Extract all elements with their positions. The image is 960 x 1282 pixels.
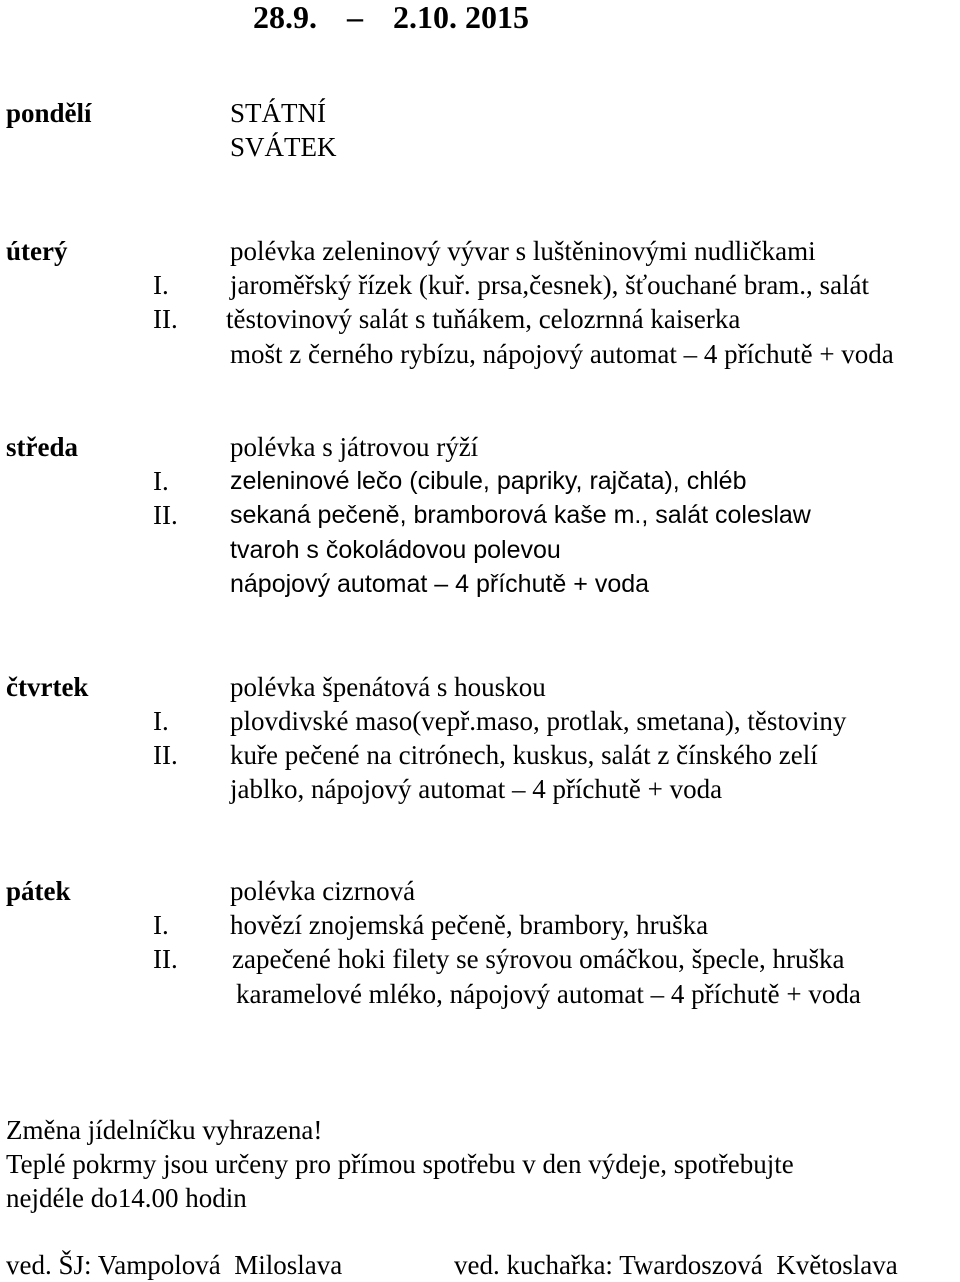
consumption-notice: Teplé pokrmy jsou určeny pro přímou spotřebu v den výdeje, spotřebujte (6, 1149, 794, 1179)
consumption-deadline: nejdéle do14.00 hodin (6, 1183, 247, 1213)
date-end: 2.10. 2015 (393, 0, 529, 35)
day-name-friday: pátek (6, 876, 71, 906)
wednesday-extra: tvaroh s čokoládovou polevou (230, 536, 561, 564)
tuesday-soup: polévka zeleninový vývar s luštěninovými nudličkami (230, 236, 816, 266)
wednesday-meal1-number: I. (153, 466, 169, 496)
thursday-soup: polévka špenátová s houskou (230, 672, 546, 702)
tuesday-meal1-number: I. (153, 270, 169, 300)
day-name-tuesday: úterý (6, 236, 68, 266)
thursday-extra: jablko, nápojový automat – 4 příchutě + voda (230, 774, 723, 804)
date-start: 28.9. (253, 0, 317, 35)
friday-soup: polévka cizrnová (230, 876, 416, 906)
friday-meal2-number: II. (153, 944, 178, 974)
wednesday-drinks: nápojový automat – 4 příchutě + voda (230, 570, 650, 598)
head-cook: ved. kuchařka: Twardoszová Květoslava (454, 1250, 898, 1280)
friday-meal1-number: I. (153, 910, 169, 940)
tuesday-meal2: těstovinový salát s tuňákem, celozrnná kaiserka (226, 304, 741, 334)
wednesday-meal2-number: II. (153, 500, 178, 530)
day-name-wednesday: středa (6, 432, 78, 462)
tuesday-extra: mošt z černého rybízu, nápojový automat – 4 příchutě + voda (230, 339, 894, 369)
day-name-thursday: čtvrtek (6, 672, 89, 702)
wednesday-meal1: zeleninové lečo (cibule, papriky, rajčata), chléb (230, 467, 747, 495)
friday-meal2: zapečené hoki filety se sýrovou omáčkou, špecle, hruška (232, 944, 845, 974)
thursday-meal2: kuře pečené na citrónech, kuskus, salát z čínského zelí (230, 740, 818, 770)
wednesday-soup: polévka s játrovou rýží (230, 432, 479, 462)
thursday-meal2-number: II. (153, 740, 178, 770)
day-name-monday: pondělí (6, 98, 92, 128)
date-dash: – (347, 0, 363, 35)
menu-change-notice: Změna jídelníčku vyhrazena! (6, 1115, 323, 1145)
canteen-manager: ved. ŠJ: Vampolová Miloslava (6, 1250, 343, 1280)
thursday-meal1-number: I. (153, 706, 169, 736)
thursday-meal1: plovdivské maso(vepř.maso, protlak, smetana), těstoviny (230, 706, 847, 736)
wednesday-meal2: sekaná pečeně, bramborová kaše m., salát coleslaw (230, 501, 811, 529)
holiday-notice-line1: STÁTNÍ (230, 98, 326, 128)
menu-title (253, 0, 529, 36)
friday-extra: karamelové mléko, nápojový automat – 4 příchutě + voda (236, 979, 861, 1009)
holiday-notice-line2: SVÁTEK (230, 132, 337, 162)
tuesday-meal1: jaroměřský řízek (kuř. prsa,česnek), šťouchané bram., salát (230, 270, 870, 300)
tuesday-meal2-number: II. (153, 304, 178, 334)
friday-meal1: hovězí znojemská pečeně, brambory, hruška (230, 910, 709, 940)
